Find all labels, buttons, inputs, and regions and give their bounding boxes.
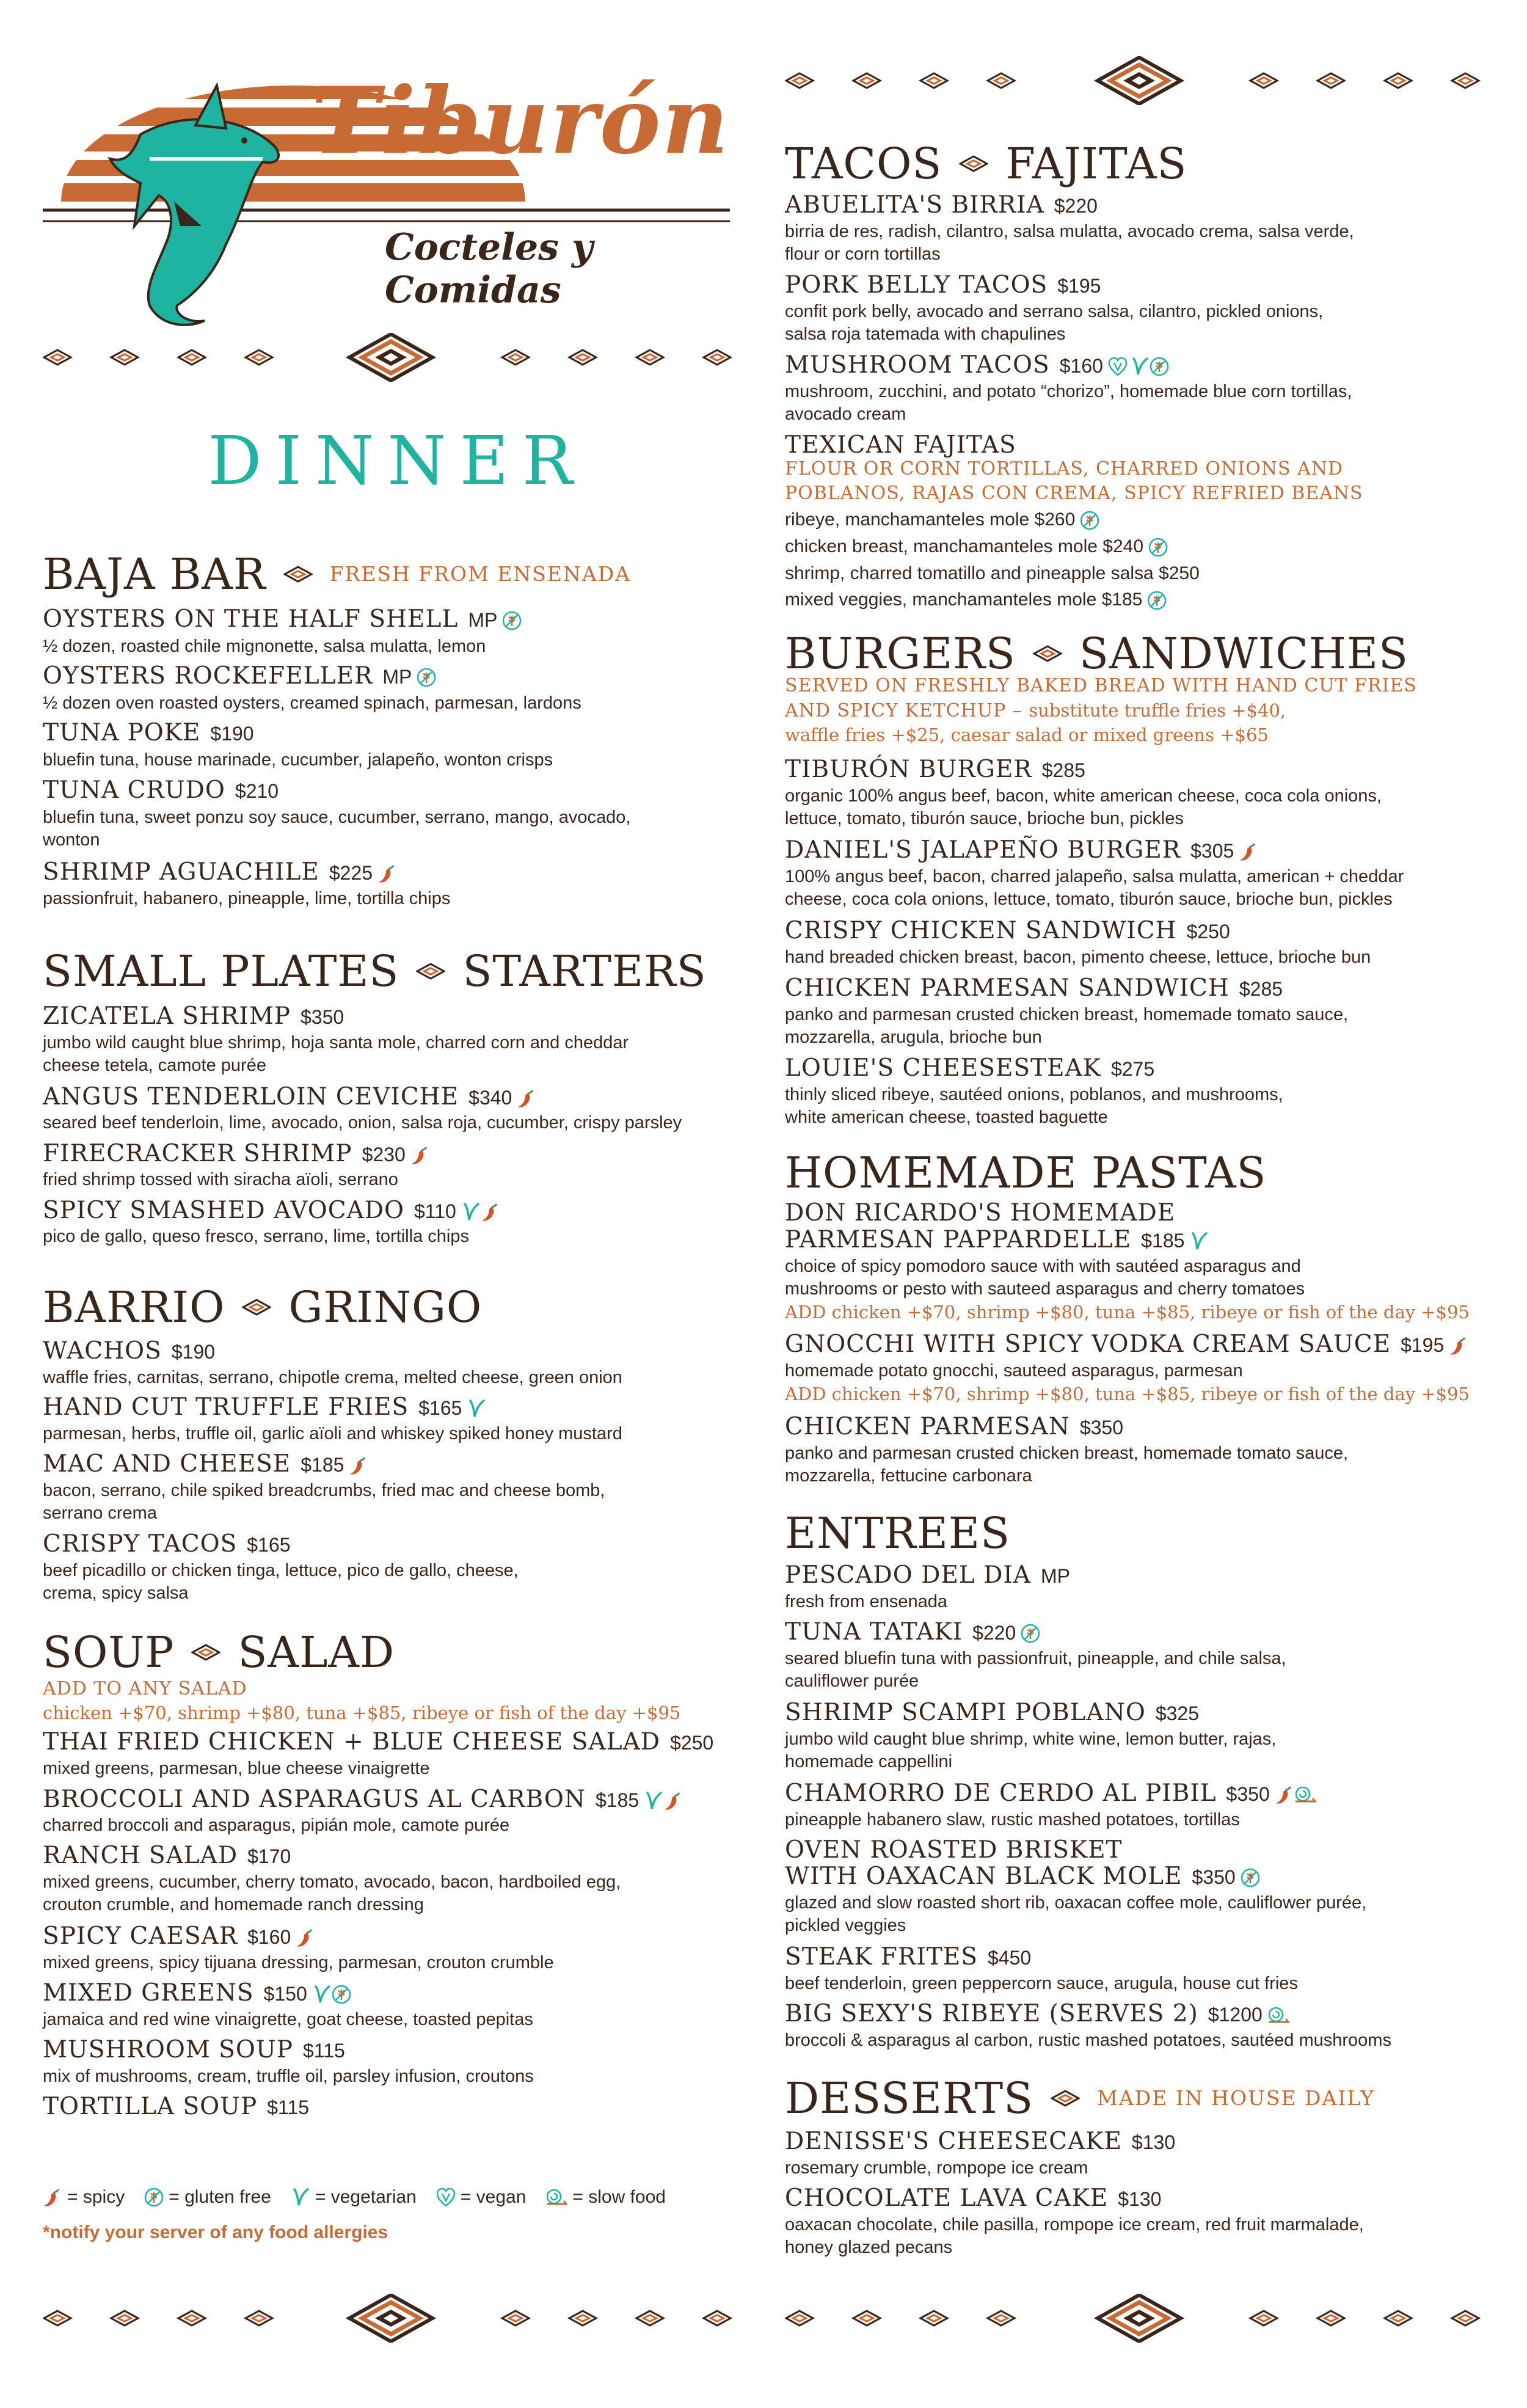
- menu-item-name: HAND CUT TRUFFLE FRIES $165: [43, 1393, 751, 1423]
- section-title-text: HOMEMADE PASTAS: [785, 1148, 1267, 1198]
- menu-item-desc: beef tenderloin, green peppercorn sauce, arugula, house cut fries: [785, 1974, 1298, 1993]
- menu-item-name: SHRIMP SCAMPI POBLANO $325: [785, 1699, 1199, 1726]
- menu-item-desc: passionfruit, habanero, pineapple, lime, tortilla chips: [43, 889, 451, 908]
- menu-item-name: TUNA POKE $190: [43, 719, 254, 746]
- section-title-text: DESSERTS: [785, 2073, 1034, 2123]
- section-title-entrees: [785, 1509, 1500, 1558]
- menu-item-desc: flour or corn tortillas: [785, 244, 941, 264]
- menu-item-name: MIXED GREENS $150: [43, 1979, 751, 2008]
- legend-label: = slow food: [572, 2187, 666, 2207]
- menu-item-desc: choice of spicy pomodoro sauce with with sautéed asparagus and: [785, 1257, 1301, 1276]
- chili-pepper-icon: [43, 2187, 62, 2208]
- menu-item-desc: panko and parmesan crusted chicken breast, homemade tomato sauce,: [785, 1443, 1349, 1463]
- menu-item-name: ZICATELA SHRIMP $350: [43, 1002, 344, 1030]
- section-title-text: ENTREES: [785, 1508, 1010, 1558]
- chili-pepper-icon: [377, 863, 397, 884]
- menu-item-name: MAC AND CHEESE $185: [43, 1450, 751, 1479]
- menu-item-name: TIBURÓN BURGER $285: [785, 756, 1085, 783]
- menu-item-name: TEXICAN FAJITAS: [785, 431, 1016, 459]
- section-title-text: FAJITAS: [1005, 139, 1187, 189]
- gluten-free-icon: [1148, 538, 1168, 557]
- add-on-note: ADD chicken +$70, shrimp +$80, tuna +$85, ribeye or fish of the day +$95: [785, 1302, 1470, 1323]
- menu-item-desc: jamaica and red wine vinaigrette, goat cheese, toasted pepitas: [43, 2010, 533, 2029]
- snail-icon: [1267, 2005, 1289, 2025]
- menu-item-desc: mushrooms or pesto with sauteed asparagus and cherry tomatoes: [785, 1279, 1305, 1299]
- section-note: AND SPICY KETCHUP – substitute truffle fries +$40,: [785, 700, 1286, 721]
- section-title-text: BURGERS: [785, 629, 1016, 679]
- diamond-icon: [959, 155, 988, 172]
- menu-item-name: OYSTERS ROCKEFELLER MP: [43, 662, 751, 691]
- menu-item-name: DON RICARDO'S HOMEMADE: [785, 1199, 1176, 1227]
- menu-item-name: STEAK FRITES $450: [785, 1943, 1032, 1971]
- vegan-icon: [1108, 357, 1128, 376]
- section-title-barrio-gringo: [43, 1283, 751, 1332]
- gluten-free-icon: [417, 668, 436, 687]
- menu-item-desc: panko and parmesan crusted chicken breast, homemade tomato sauce,: [785, 1005, 1349, 1024]
- section-note: SERVED ON FRESHLY BAKED BREAD WITH HAND CUT FRIES: [785, 675, 1417, 696]
- fajita-option: chicken breast, manchamanteles mole $240: [785, 535, 1500, 558]
- menu-item-desc: parmesan, herbs, truffle oil, garlic aïoli and whiskey spiked honey mustard: [43, 1424, 622, 1443]
- item-note: POBLANOS, RAJAS CON CREMA, SPICY REFRIED BEANS: [785, 483, 1363, 504]
- menu-item-desc: white american cheese, toasted baguette: [785, 1107, 1108, 1127]
- gluten-free-icon: [1021, 1624, 1040, 1643]
- menu-item-name: SPICY SMASHED AVOCADO $110: [43, 1196, 751, 1226]
- section-title-text: STARTERS: [462, 946, 707, 996]
- menu-item-name: TUNA TATAKI $220: [785, 1618, 1500, 1647]
- menu-item-name: BROCCOLI AND ASPARAGUS AL CARBON $185: [43, 1785, 751, 1815]
- border-top-left: [43, 333, 751, 382]
- menu-item-desc: pickled veggies: [785, 1916, 906, 1935]
- vegetarian-icon: [1130, 356, 1150, 377]
- menu-item-desc: mushroom, zucchini, and potato “chorizo”, homemade blue corn tortillas,: [785, 382, 1352, 401]
- gluten-free-icon: [1080, 511, 1099, 530]
- chili-pepper-icon: [1275, 1784, 1294, 1805]
- vegetarian-icon: [467, 1398, 486, 1419]
- gluten-free-icon: [332, 1985, 351, 2004]
- menu-item-name: PARMESAN PAPPARDELLE $185: [785, 1225, 1500, 1255]
- legend-label: = gluten free: [169, 2187, 271, 2207]
- menu-item-desc: charred broccoli and asparagus, pipián mole, camote purée: [43, 1815, 510, 1835]
- gluten-free-icon: [144, 2187, 164, 2207]
- fajita-option: shrimp, charred tomatillo and pineapple salsa $250: [785, 563, 1200, 583]
- diamond-icon: [283, 566, 313, 583]
- vegetarian-icon: [1189, 1231, 1209, 1252]
- menu-item-desc: bluefin tuna, house marinade, cucumber, jalapeño, wonton crisps: [43, 750, 553, 770]
- menu-item-desc: 100% angus beef, bacon, charred jalapeño, salsa mulatta, american + cheddar: [785, 867, 1404, 886]
- menu-item-desc: cauliflower purée: [785, 1671, 919, 1691]
- legend: [43, 2187, 751, 2208]
- menu-item-desc: pico de gallo, queso fresco, serrano, lime, tortilla chips: [43, 1227, 469, 1246]
- menu-item-desc: jumbo wild caught blue shrimp, hoja santa mole, charred corn and cheddar: [43, 1033, 629, 1053]
- add-on-note: ADD chicken +$70, shrimp +$80, tuna +$85, ribeye or fish of the day +$95: [785, 1384, 1470, 1404]
- chili-pepper-icon: [481, 1202, 500, 1222]
- menu-item-name: GNOCCHI WITH SPICY VODKA CREAM SAUCE $195: [785, 1330, 1500, 1360]
- section-tagline: FRESH FROM ENSENADA: [329, 562, 632, 586]
- menu-item-name: RANCH SALAD $170: [43, 1842, 291, 1869]
- section-title-text: BARRIO: [43, 1282, 225, 1332]
- menu-item-desc: mozzarella, fettucine carbonara: [785, 1466, 1032, 1486]
- menu-item-name: LOUIE'S CHEESESTEAK $275: [785, 1054, 1155, 1082]
- gluten-free-icon: [1147, 591, 1167, 610]
- menu-item-name: DENISSE'S CHEESECAKE $130: [785, 2128, 1176, 2155]
- snail-icon: [545, 2187, 567, 2207]
- diamond-icon: [191, 1644, 220, 1661]
- menu-item-desc: fresh from ensenada: [785, 1592, 947, 1611]
- menu-item-desc: oaxacan chocolate, chile pasilla, rompope ice cream, red fruit marmalade,: [785, 2215, 1364, 2235]
- section-title-text: SANDWICHES: [1079, 629, 1409, 679]
- border-bottom-right: [785, 2294, 1500, 2343]
- logo: [43, 43, 751, 336]
- menu-item-desc: seared beef tenderloin, lime, avocado, onion, salsa roja, cucumber, crispy parsley: [43, 1113, 682, 1133]
- diamond-icon: [1033, 645, 1062, 662]
- menu-item-desc: broccoli & asparagus al carbon, rustic mashed potatoes, sautéed mushrooms: [785, 2030, 1391, 2050]
- menu-item-name: THAI FRIED CHICKEN + BLUE CHEESE SALAD $250: [43, 1728, 714, 1756]
- menu-item-desc: thinly sliced ribeye, sautéed onions, poblanos, and mushrooms,: [785, 1085, 1283, 1104]
- menu-item-desc: ½ dozen oven roasted oysters, creamed spinach, parmesan, lardons: [43, 693, 581, 713]
- vegetarian-icon: [291, 2187, 310, 2208]
- menu-item-desc: fried shrimp tossed with siracha aïoli, serrano: [43, 1170, 398, 1189]
- section-title-text: BAJA BAR: [43, 549, 266, 599]
- section-tagline: MADE IN HOUSE DAILY: [1097, 2086, 1375, 2110]
- menu-item-name: ABUELITA'S BIRRIA $220: [785, 191, 1098, 219]
- menu-item-desc: mixed greens, parmesan, blue cheese vinaigrette: [43, 1759, 430, 1778]
- menu-item-desc: pineapple habanero slaw, rustic mashed potatoes, tortillas: [785, 1810, 1240, 1830]
- section-title-text: SALAD: [238, 1627, 395, 1677]
- menu-item-name: MUSHROOM TACOS $160: [785, 351, 1500, 381]
- fajita-option: mixed veggies, manchamanteles mole $185: [785, 588, 1500, 611]
- section-title-baja-bar: [43, 550, 751, 599]
- gluten-free-icon: [1241, 1868, 1260, 1888]
- menu-item-name: SPICY CAESAR $160: [43, 1922, 751, 1952]
- menu-item-name: PORK BELLY TACOS $195: [785, 271, 1101, 299]
- menu-item-desc: seared bluefin tuna with passionfruit, pineapple, and chile salsa,: [785, 1649, 1286, 1668]
- section-note: chicken +$70, shrimp +$80, tuna +$85, ribeye or fish of the day +$95: [43, 1702, 681, 1723]
- chili-pepper-icon: [296, 1927, 315, 1948]
- diamond-icon: [1051, 2090, 1080, 2107]
- menu-item-name: CHICKEN PARMESAN $350: [785, 1413, 1124, 1440]
- chili-pepper-icon: [410, 1145, 430, 1166]
- legend-label: = spicy: [67, 2187, 125, 2207]
- legend-label: = vegetarian: [315, 2187, 417, 2207]
- menu-item-desc: crema, spicy salsa: [43, 1583, 189, 1603]
- section-title-text: SMALL PLATES: [43, 946, 399, 996]
- section-title-soup-salad: [43, 1628, 751, 1677]
- vegetarian-icon: [312, 1984, 332, 2005]
- section-note: ADD TO ANY SALAD: [43, 1678, 247, 1699]
- vegetarian-icon: [644, 1790, 663, 1811]
- menu-item-desc: salsa roja tatemada with chapulines: [785, 324, 1066, 344]
- menu-item-desc: beef picadillo or chicken tinga, lettuce, pico de gallo, cheese,: [43, 1561, 519, 1580]
- border-top-right: [785, 56, 1500, 105]
- menu-item-desc: hand breaded chicken breast, bacon, pimento cheese, lettuce, brioche bun: [785, 947, 1371, 967]
- menu-item-name: TORTILLA SOUP $115: [43, 2093, 310, 2120]
- menu-item-desc: mixed greens, spicy tijuana dressing, parmesan, crouton crumble: [43, 1953, 554, 1972]
- chili-pepper-icon: [349, 1455, 368, 1476]
- menu-item-name: MUSHROOM SOUP $115: [43, 2036, 345, 2063]
- vegan-icon: [436, 2187, 456, 2207]
- menu-item-desc: homemade potato gnocchi, sauteed asparagus, parmesan: [785, 1361, 1243, 1381]
- menu-item-desc: glazed and slow roasted short rib, oaxacan coffee mole, cauliflower purée,: [785, 1893, 1367, 1913]
- menu-item-desc: mixed greens, cucumber, cherry tomato, avocado, bacon, hardboiled egg,: [43, 1872, 621, 1892]
- menu-item-name: ANGUS TENDERLOIN CEVICHE $340: [43, 1082, 751, 1112]
- menu-item-desc: rosemary crumble, rompope ice cream: [785, 2158, 1088, 2178]
- menu-item-name: DANIEL'S JALAPEÑO BURGER $305: [785, 836, 1500, 866]
- menu-item-name: BIG SEXY'S RIBEYE (SERVES 2) $1200: [785, 1999, 1500, 2029]
- menu-item-desc: lettuce, tomato, tiburón sauce, brioche bun, pickles: [785, 809, 1184, 828]
- section-title-burgers-sandwiches: [785, 629, 1500, 678]
- menu-item-desc: bluefin tuna, sweet ponzu soy sauce, cucumber, serrano, mango, avocado,: [43, 808, 631, 827]
- menu-item-name: FIRECRACKER SHRIMP $230: [43, 1139, 751, 1169]
- section-title-small-plates: [43, 947, 751, 996]
- menu-item-desc: honey glazed pecans: [785, 2238, 953, 2257]
- page-title: DINNER: [208, 421, 586, 500]
- menu-item-desc: waffle fries, carnitas, serrano, chipotle crema, melted cheese, green onion: [43, 1368, 622, 1387]
- menu-item-desc: birria de res, radish, cilantro, salsa mulatta, avocado crema, salsa verde,: [785, 222, 1354, 241]
- menu-item-name: WACHOS $190: [43, 1337, 216, 1365]
- menu-item-desc: jumbo wild caught blue shrimp, white wine, lemon butter, rajas,: [785, 1729, 1277, 1749]
- vegetarian-icon: [461, 1202, 481, 1222]
- snail-icon: [1294, 1785, 1316, 1804]
- menu-item-name: SHRIMP AGUACHILE $225: [43, 858, 751, 888]
- chili-pepper-icon: [517, 1088, 536, 1109]
- menu-item-name: WITH OAXACAN BLACK MOLE $350: [785, 1862, 1500, 1892]
- menu-item-name: CHICKEN PARMESAN SANDWICH $285: [785, 974, 1283, 1002]
- logo-tagline: Cocteles y Comidas: [385, 226, 593, 312]
- fajita-option: ribeye, manchamanteles mole $260: [785, 508, 1500, 531]
- menu-item-desc: wonton: [43, 830, 100, 850]
- menu-item-name: OYSTERS ON THE HALF SHELL MP: [43, 605, 751, 635]
- menu-item-name: CRISPY TACOS $165: [43, 1530, 291, 1558]
- menu-item-name: CHOCOLATE LAVA CAKE $130: [785, 2184, 1162, 2212]
- menu-item-name: OVEN ROASTED BRISKET: [785, 1836, 1123, 1864]
- menu-item-desc: homemade cappellini: [785, 1752, 953, 1771]
- section-title-desserts: [785, 2074, 1500, 2123]
- logo-name: Tiburón: [312, 67, 730, 175]
- gluten-free-icon: [502, 611, 522, 630]
- diamond-icon: [416, 963, 445, 980]
- menu-item-desc: crouton crumble, and homemade ranch dressing: [43, 1895, 424, 1914]
- legend-label: = vegan: [460, 2187, 527, 2207]
- section-title-text: TACOS: [785, 139, 942, 189]
- menu-item-name: TUNA CRUDO $210: [43, 776, 279, 804]
- section-title-pastas: [785, 1148, 1500, 1197]
- menu-item-desc: mix of mushrooms, cream, truffle oil, parsley infusion, croutons: [43, 2067, 534, 2086]
- chili-pepper-icon: [1449, 1335, 1468, 1356]
- border-bottom-left: [43, 2294, 751, 2343]
- menu-item-desc: avocado cream: [785, 404, 906, 424]
- menu-item-name: PESCADO DEL DIA MP: [785, 1561, 1070, 1589]
- menu-item-desc: cheese, coca cola onions, lettuce, tomato, tiburón sauce, brioche bun, pickles: [785, 889, 1393, 909]
- menu-item-desc: mozzarella, arugula, brioche bun: [785, 1027, 1042, 1047]
- menu-item-desc: ½ dozen, roasted chile mignonette, salsa mulatta, lemon: [43, 637, 486, 656]
- menu-item-desc: cheese tetela, camote purée: [43, 1056, 266, 1075]
- menu-item-desc: bacon, serrano, chile spiked breadcrumbs, fried mac and cheese bomb,: [43, 1481, 605, 1500]
- item-note: FLOUR OR CORN TORTILLAS, CHARRED ONIONS AND: [785, 458, 1344, 480]
- chili-pepper-icon: [1239, 841, 1258, 862]
- chili-pepper-icon: [663, 1790, 683, 1811]
- menu-item-desc: confit pork belly, avocado and serrano salsa, cilantro, pickled onions,: [785, 302, 1324, 321]
- gluten-free-icon: [1150, 357, 1169, 376]
- section-title-text: GRINGO: [288, 1282, 483, 1332]
- menu-item-name: CRISPY CHICKEN SANDWICH $250: [785, 917, 1230, 944]
- menu-item-desc: serrano crema: [43, 1503, 157, 1523]
- diamond-icon: [242, 1299, 271, 1316]
- menu-item-desc: organic 100% angus beef, bacon, white american cheese, coca cola onions,: [785, 786, 1382, 806]
- section-note: waffle fries +$25, caesar salad or mixed greens +$65: [785, 724, 1269, 745]
- section-title-text: SOUP: [43, 1627, 175, 1677]
- allergy-notice: *notify your server of any food allergies: [43, 2222, 388, 2242]
- section-title-tacos-fajitas: [785, 139, 1500, 188]
- menu-item-name: CHAMORRO DE CERDO AL PIBIL $350: [785, 1779, 1500, 1809]
